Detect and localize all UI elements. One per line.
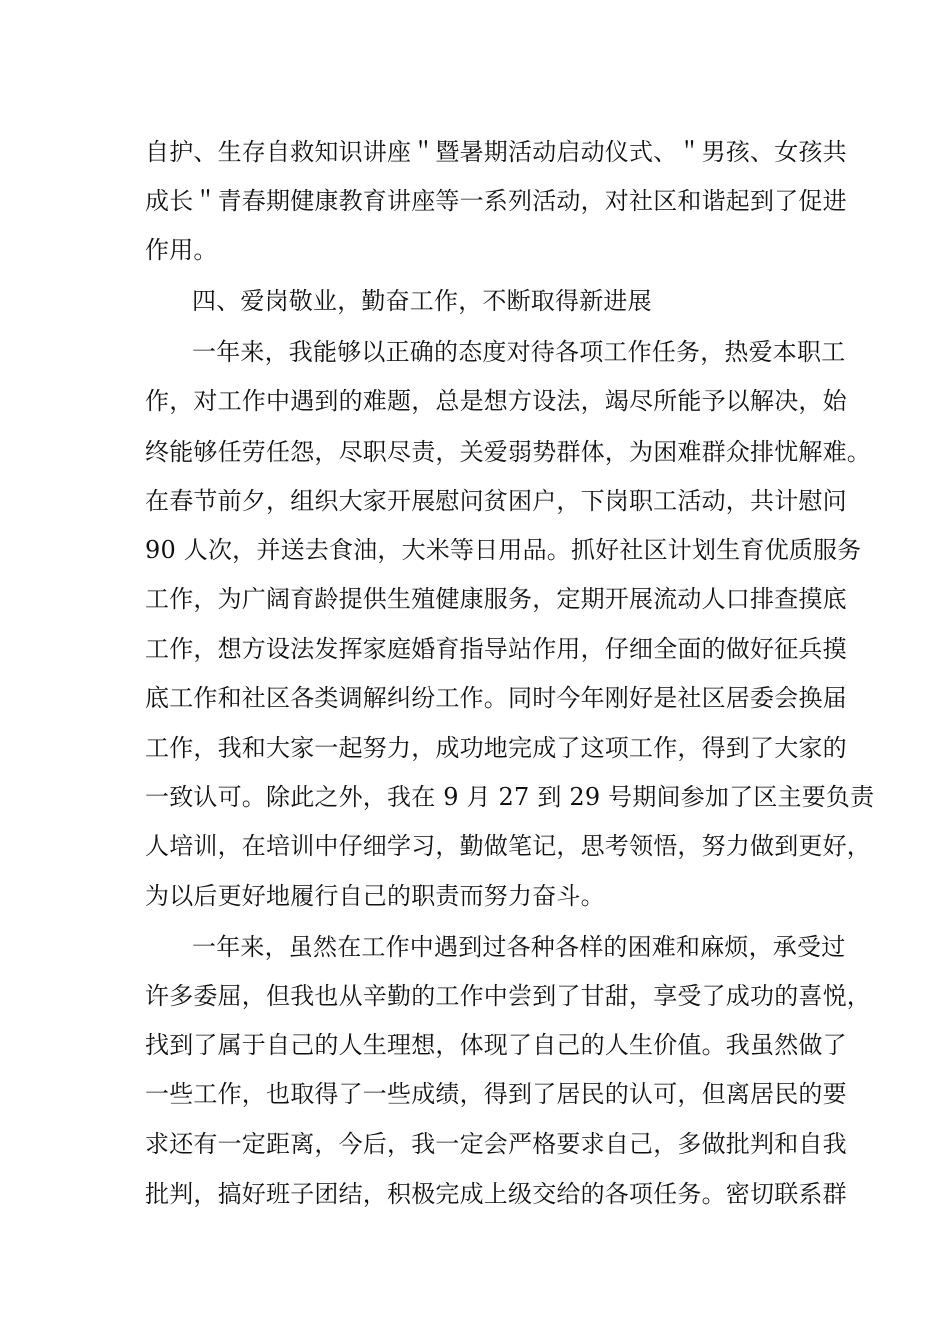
text-line: 为以后更好地履行自己的职责而努力奋斗。 <box>145 882 605 910</box>
text-line: 一些工作，也取得了一些成绩，得到了居民的认可，但离居民的要 <box>145 1080 847 1108</box>
text-line: 批判，搞好班子团结，积极完成上级交给的各项任务。密切联系群 <box>145 1180 847 1208</box>
text-line: 求还有一定距离，今后，我一定会严格要求自己，多做批判和自我 <box>145 1130 847 1158</box>
text-line: 作，对工作中遇到的难题，总是想方设法，竭尽所能予以解决，始 <box>145 387 847 415</box>
text-line: 底工作和社区各类调解纠纷工作。同时今年刚好是社区居委会换届 <box>145 684 847 712</box>
text-line: 人培训，在培训中仔细学习，勤做笔记，思考领悟，努力做到更好， <box>145 832 871 860</box>
section-heading: 四、爱岗敬业，勤奋工作，不断取得新进展 <box>192 287 652 315</box>
text-line: 工作，为广阔育龄提供生殖健康服务，定期开展流动人口排查摸底 <box>145 585 847 613</box>
paragraph-first-line: 一年来，我能够以正确的态度对待各项工作任务，热爱本职工 <box>192 338 846 366</box>
text-line: 终能够任劳任怨，尽职尽责，关爱弱势群体，为困难群众排忧解难。 <box>145 438 871 466</box>
text-line: 工作，我和大家一起努力，成功地完成了这项工作，得到了大家的 <box>145 734 847 762</box>
text-line: 作用。 <box>145 236 218 264</box>
text-line: 许多委屈，但我也从辛勤的工作中尝到了甘甜，享受了成功的喜悦， <box>145 982 871 1010</box>
text-line: 一致认可。除此之外，我在 9 月 27 到 29 号期间参加了区主要负责 <box>145 783 875 811</box>
text-line: 90 人次，并送去食油，大米等日用品。抓好社区计划生育优质服务 <box>145 536 862 564</box>
text-line: 找到了属于自己的人生理想，体现了自己的人生价值。我虽然做了 <box>145 1031 847 1059</box>
text-line: 自护、生存自救知识讲座＂暨暑期活动启动仪式、＂男孩、女孩共 <box>145 138 847 166</box>
text-line: 成长＂青春期健康教育讲座等一系列活动，对社区和谐起到了促进 <box>145 187 847 215</box>
text-line: 工作，想方设法发挥家庭婚育指导站作用，仔细全面的做好征兵摸 <box>145 635 847 663</box>
text-line: 在春节前夕，组织大家开展慰问贫困户，下岗职工活动，共计慰问 <box>145 487 847 515</box>
paragraph-first-line: 一年来，虽然在工作中遇到过各种各样的困难和麻烦，承受过 <box>192 933 846 961</box>
